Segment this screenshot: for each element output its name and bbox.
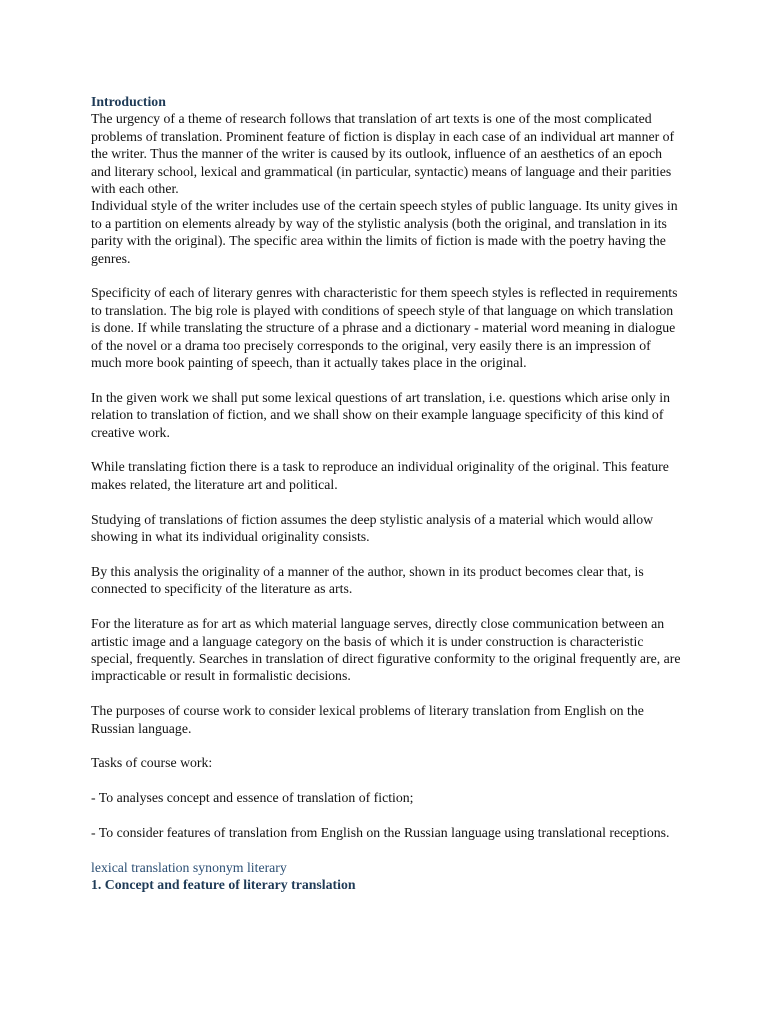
intro-heading: Introduction: [91, 94, 166, 109]
paragraph-specificity: Specificity of each of literary genres with characteristic for them speech styles is reflected in requirements to translation. The big role is played with conditions of speech style of that language on which translation is done. If while translating the structure of a phrase and a dictionary - material word meaning in dialogue of the novel or a drama too precisely corresponds to the original, very easily there is an impression of much more book painting of speech, than it actually takes place in the original.: [91, 285, 678, 371]
task-item-consider: - To consider features of translation from English on the Russian language using translational receptions.: [91, 824, 670, 840]
paragraph-literature-art: For the literature as for art as which material language serves, directly close communication between an artistic image and a language category on the basis of which it is under construction is characteristic special, frequently. Searches in translation of direct figurative conformity to the original frequently are, are impracticable or result in formalistic decisions.: [91, 616, 681, 684]
paragraph-translating-fiction: While translating fiction there is a task to reproduce an individual originality of the original. This feature makes related, the literature art and political.: [91, 459, 669, 492]
paragraph-individual-style: Individual style of the writer includes use of the certain speech styles of public language. Its unity gives in to a partition on elements already by way of the stylistic analysis (both the original, and translation in its parity with the original). The specific area within the limits of fiction is made with the poetry having the genres.: [91, 198, 678, 266]
paragraph-analysis: By this analysis the originality of a manner of the author, shown in its product becomes clear that, is connected to specificity of the literature as arts.: [91, 563, 644, 597]
keywords-line: lexical translation synonym literary: [91, 859, 287, 875]
task-item-analyse: - To analyses concept and essence of translation of fiction;: [91, 790, 414, 806]
paragraph-studying: Studying of translations of fiction assumes the deep stylistic analysis of a material which would allow showing in what its individual originality consists.: [91, 511, 654, 545]
paragraph-given-work: In the given work we shall put some lexical questions of art translation, i.e. questions which arise only in relation to translation of fiction, and we shall show on their example language specificity of this kind of creative work.: [91, 389, 670, 440]
paragraph-tasks-label: Tasks of course work:: [91, 755, 213, 771]
paragraph-urgency: The urgency of a theme of research follows that translation of art texts is one of the most complicated problems of translation. Prominent feature of fiction is display in each case of an individual art manner of the writer. Thus the manner of the writer is caused by its outlook, influence of an aesthetics of an epoch and literary school, lexical and grammatical (in particular, syntactic) means of language and their parities with each other.: [91, 111, 675, 197]
paragraph-purposes: The purposes of course work to consider lexical problems of literary translation from English on the Russian language.: [91, 703, 644, 736]
section-heading: 1. Concept and feature of literary translation: [91, 877, 356, 893]
document-page: [91, 93, 681, 894]
